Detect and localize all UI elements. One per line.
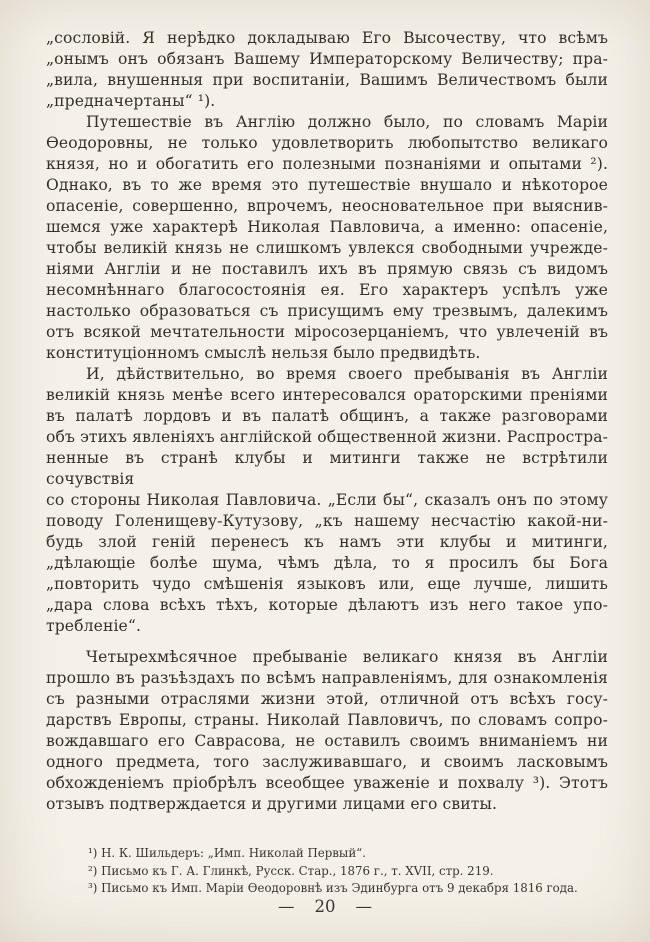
text-line: И, дѣйствительно, во время своего пребыванія въ Англіи — [86, 365, 608, 383]
text-line: поводу Голенищеву-Кутузову, „къ нашему несчастію какой-ни- — [46, 512, 608, 530]
text-line: Однако, въ то же время это путешествіе внушало и нѣкоторое — [46, 176, 608, 194]
text-line: настолько образоваться съ присущимъ ему трезвымъ, далекимъ — [46, 302, 608, 320]
text-line: „дѣлающіе болѣе шума, чѣмъ дѣла, то я просилъ бы Бога — [46, 554, 608, 572]
text-line: обхожденіемъ пріобрѣлъ всеобщее уваженіе и похвалу ³). Этотъ — [46, 774, 608, 792]
text-line: объ этихъ явленіяхъ англійской общественной жизни. Распростра- — [46, 428, 608, 446]
text-line: требленіе“. — [46, 617, 141, 635]
text-line: съ разными отраслями жизни этой, отличной отъ всѣхъ госу- — [46, 690, 608, 708]
text-line: Ѳеодоровны, не только удовлетворить любопытство великаго — [46, 134, 608, 152]
text-line: отъ всякой мечтательности міросозерцаніемъ, что увлеченій въ — [46, 323, 608, 341]
text-line: ненные въ странѣ клубы и митинги также не встрѣтили сочувствія — [46, 449, 608, 488]
text-line: опасеніе, совершенно, впрочемъ, неосновательное при выяснив- — [46, 197, 608, 215]
footnote: ²) Письмо къ Г. А. Глинкѣ, Русск. Стар., 1876 г., т. XVII, стр. 219. — [88, 863, 494, 878]
text-line: одного предмета, того заслуживавшаго, и своимъ ласковымъ — [46, 753, 608, 771]
text-line: „повторить чудо смѣшенія языковъ или, еще лучше, лишить — [46, 575, 608, 593]
text-line: „предначертаны“ ¹). — [46, 92, 216, 110]
footnotes — [46, 845, 608, 898]
text-line: Путешествіе въ Англію должно было, по словамъ Маріи — [86, 113, 608, 131]
text-line: ніями Англіи и не поставилъ ихъ въ прямую связь съ видомъ — [46, 260, 608, 278]
text-line: будь злой геній перенесъ къ намъ эти клубы и митинги, — [46, 533, 608, 551]
page-number-value: 20 — [314, 897, 336, 916]
text-line: „онымъ онъ обязанъ Вашему Императорскому Величеству; пра- — [46, 50, 608, 68]
text-line: со стороны Николая Павловича. „Если бы“, сказалъ онъ по этому — [46, 491, 608, 509]
text-line: отзывъ подтверждается и другими лицами его свиты. — [46, 795, 498, 813]
footnote: ³) Письмо къ Имп. Маріи Ѳеодоровнѣ изъ Эдинбурга отъ 9 декабря 1816 года. — [88, 881, 578, 895]
text-line: въ палатѣ лордовъ и въ палатѣ общинъ, а также разговорами — [46, 407, 608, 425]
text-line: шемся уже характерѣ Николая Павловича, а именно: опасеніе, — [46, 218, 608, 236]
text-line: Четырехмѣсячное пребываніе великаго князя въ Англіи — [86, 648, 608, 666]
text-line: великій князь менѣе всего интересовался ораторскими преніями — [46, 386, 608, 404]
text-line: прошло въ разъѣздахъ по всѣмъ направленіямъ, для ознакомленія — [46, 669, 608, 687]
text-line: конституціонномъ смыслѣ нельзя было предвидѣть. — [46, 344, 481, 362]
text-line: „вила, внушенныя при воспитаніи, Вашимъ Величествомъ были — [46, 71, 608, 89]
text-line: „сословій. Я нерѣдко докладываю Его Высочеству, что всѣмъ — [46, 29, 608, 47]
text-line: несомнѣннаго благосостоянія ея. Его характеръ успѣлъ уже — [46, 281, 608, 299]
text-line: чтобы великій князь не слишкомъ увлекся свободными учрежде- — [46, 239, 608, 257]
page-number-dash-right: — — [355, 897, 372, 916]
text-line: „дара слова всѣхъ тѣхъ, которые дѣлаютъ изъ него такое упо- — [46, 596, 608, 614]
text-line: вождавшаго его Саврасова, не оставилъ своимъ вниманіемъ ни — [46, 732, 608, 750]
body-text — [46, 28, 608, 815]
paragraph — [46, 112, 608, 364]
text-line: князя, но и обогатить его полезными познаніями и опытами ²). — [46, 155, 608, 173]
paragraph — [46, 28, 608, 112]
text-line: дарствъ Европы, страны. Николай Павловичъ, по словамъ сопро- — [46, 711, 608, 729]
paragraph — [46, 647, 608, 815]
paragraph — [46, 364, 608, 637]
page-number — [0, 897, 650, 916]
page-number-dash-left: — — [278, 897, 295, 916]
footnote: ¹) Н. К. Шильдеръ: „Имп. Николай Первый“. — [88, 846, 366, 860]
